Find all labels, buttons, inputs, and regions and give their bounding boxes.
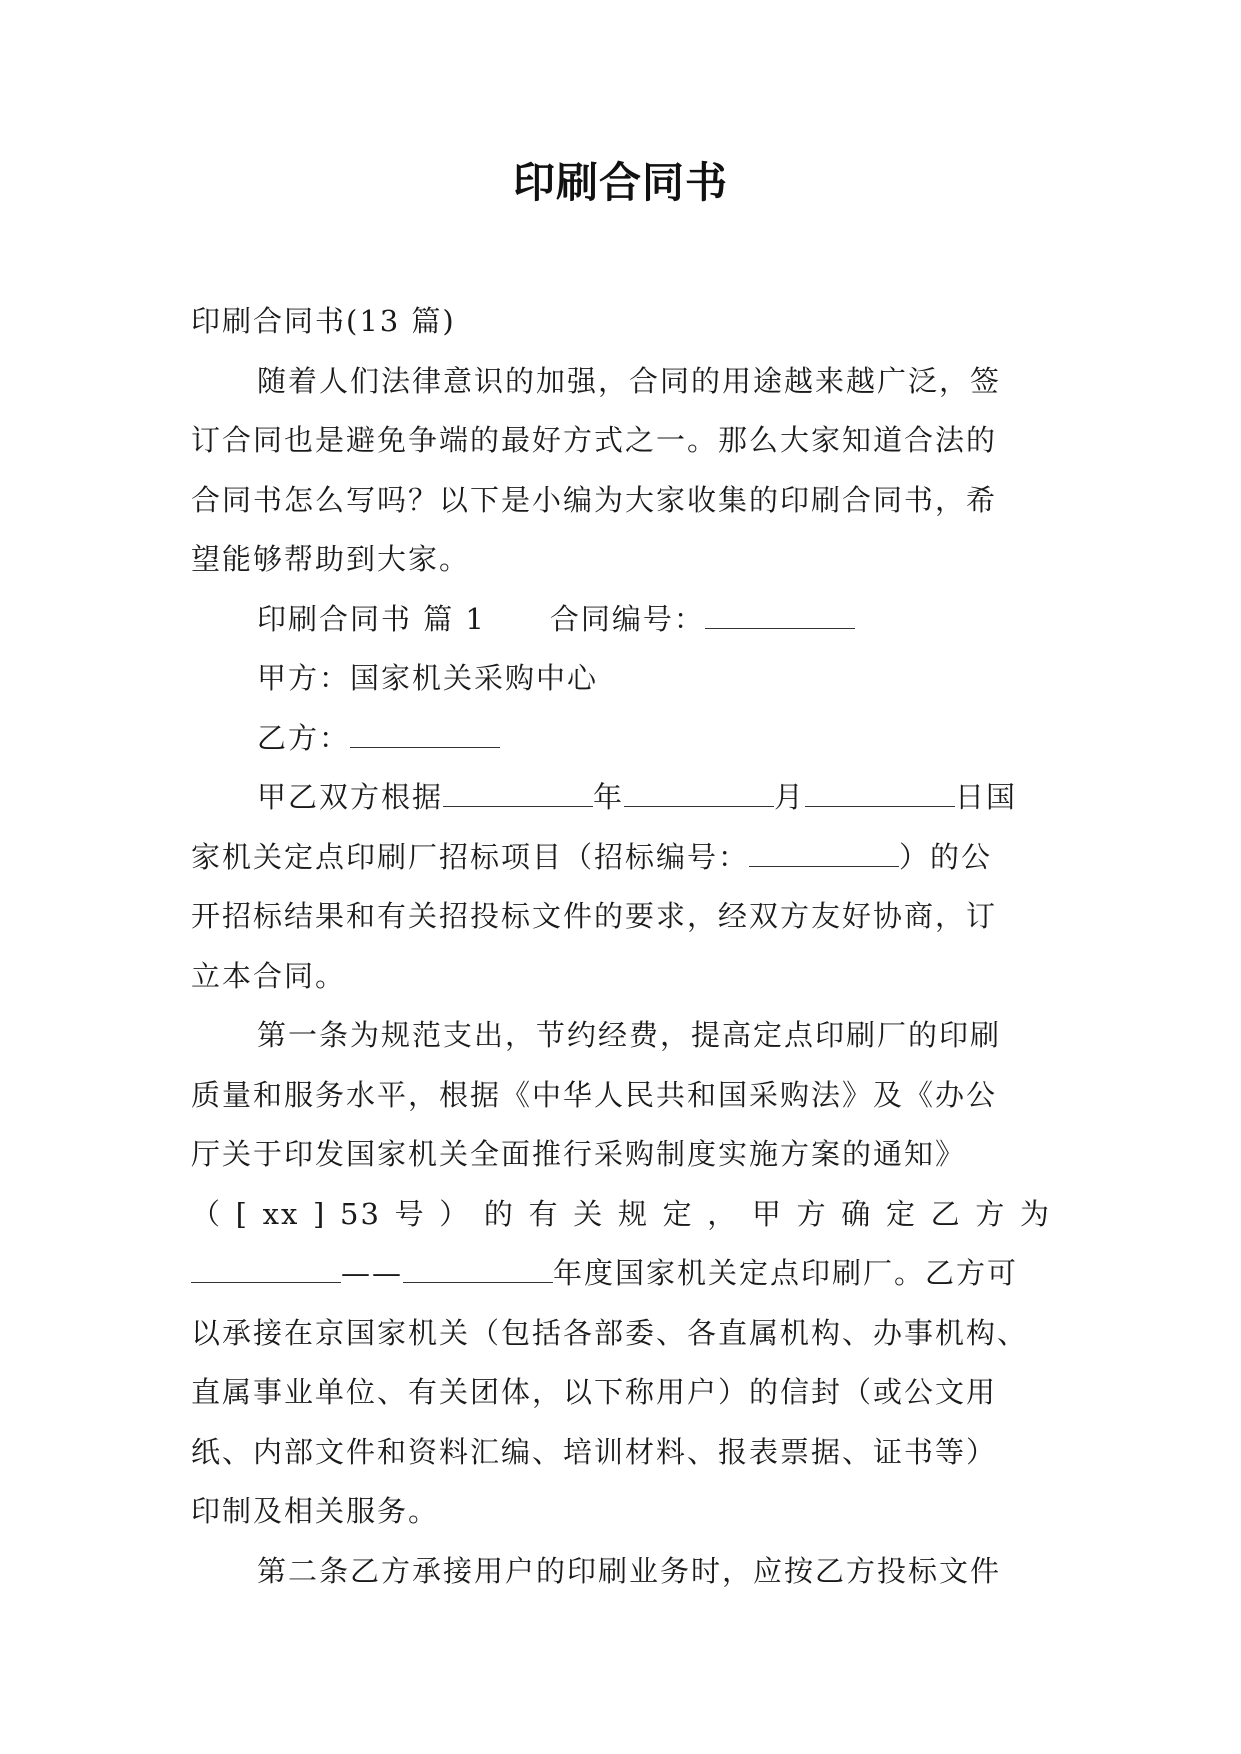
- month-blank: [624, 770, 774, 807]
- para1-line: 开招标结果和有关招投标文件的要求，经双方友好协商，订: [191, 899, 998, 933]
- party-b-line: [191, 709, 1051, 769]
- document-subtitle: 印刷合同书(13 篇): [191, 304, 456, 338]
- justified-token: ，: [707, 1196, 739, 1231]
- justified-token: ]: [313, 1196, 327, 1231]
- article1-line: 纸、内部文件和资料汇编、培训材料、报表票据、证书等）: [191, 1434, 998, 1469]
- para1-text: ）的公: [899, 839, 993, 874]
- party-b-blank: [350, 711, 500, 748]
- justified-token: 号: [394, 1196, 426, 1231]
- intro-line: 合同书怎么写吗？以下是小编为大家收集的印刷合同书，希: [191, 482, 998, 517]
- article1-line: 以承接在京国家机关（包括各部委、各直属机构、办事机构、: [191, 1315, 1029, 1350]
- para1-line: [191, 768, 1051, 828]
- article1-line: 质量和服务水平，根据《中华人民共和国采购法》及《办公: [191, 1077, 998, 1112]
- para1-text: 家机关定点印刷厂招标项目（招标编号：: [191, 839, 750, 874]
- section-header: [191, 590, 1051, 650]
- justified-token: 确: [841, 1196, 873, 1231]
- para1-lead: 甲乙双方根据: [257, 780, 444, 814]
- contract-number-label: 合同编号：: [549, 601, 705, 636]
- tender-number-blank: [749, 830, 899, 867]
- intro-line: 随着人们法律意识的加强，合同的用途越来越广泛，签: [257, 363, 1002, 398]
- dash: ——: [341, 1256, 403, 1290]
- article1-justified-line: [191, 1185, 1051, 1245]
- justified-token: xx: [262, 1196, 300, 1231]
- contract-number-blank: [705, 592, 855, 629]
- justified-token: 的: [483, 1196, 515, 1231]
- justified-token: 有: [528, 1196, 560, 1231]
- section-label: 印刷合同书 篇 1: [257, 601, 486, 636]
- document-body: [191, 292, 1051, 1601]
- document-title: 印刷合同书: [512, 158, 728, 207]
- year-label: 年: [593, 780, 625, 814]
- year-start-blank: [191, 1246, 341, 1283]
- justified-token: 53: [340, 1196, 381, 1231]
- day-blank: [805, 770, 955, 807]
- article1-line: 厅关于印发国家机关全面推行采购制度实施方案的通知》: [191, 1137, 967, 1171]
- year-blank: [443, 770, 593, 807]
- year-end-blank: [403, 1246, 553, 1283]
- article1-line: 第一条为规范支出，节约经费，提高定点印刷厂的印刷: [257, 1018, 1002, 1052]
- justified-token: 定: [662, 1196, 694, 1231]
- justified-token: 关: [573, 1196, 605, 1231]
- justified-token: 定: [885, 1196, 917, 1231]
- article1-text: 年度国家机关定点印刷厂。乙方可: [553, 1256, 1019, 1290]
- article1-line: 直属事业单位、有关团体，以下称用户）的信封（或公文用: [191, 1375, 998, 1409]
- day-label: 日国: [955, 780, 1018, 814]
- para1-line: 立本合同。: [191, 958, 347, 993]
- justified-token: （: [191, 1196, 223, 1231]
- intro-line: 订合同也是避免争端的最好方式之一。那么大家知道合法的: [191, 423, 998, 457]
- justified-token: 方: [975, 1196, 1007, 1231]
- justified-token: 为: [1019, 1196, 1051, 1231]
- party-b-label: 乙方：: [257, 720, 351, 755]
- justified-token: [: [235, 1196, 249, 1231]
- justified-token: 乙: [930, 1196, 962, 1231]
- justified-token: 方: [796, 1196, 828, 1231]
- justified-token: 甲: [751, 1196, 783, 1231]
- month-label: 月: [774, 780, 806, 814]
- article1-line: 印制及相关服务。: [191, 1494, 440, 1528]
- party-a-line: 甲方：国家机关采购中心: [257, 661, 599, 695]
- para1-line: [191, 828, 1051, 888]
- justified-token: ）: [439, 1196, 471, 1231]
- article2-line: 第二条乙方承接用户的印刷业务时，应按乙方投标文件: [257, 1553, 1002, 1588]
- intro-line: 望能够帮助到大家。: [191, 542, 471, 576]
- justified-token: 规: [617, 1196, 649, 1231]
- article1-line: [191, 1244, 1051, 1304]
